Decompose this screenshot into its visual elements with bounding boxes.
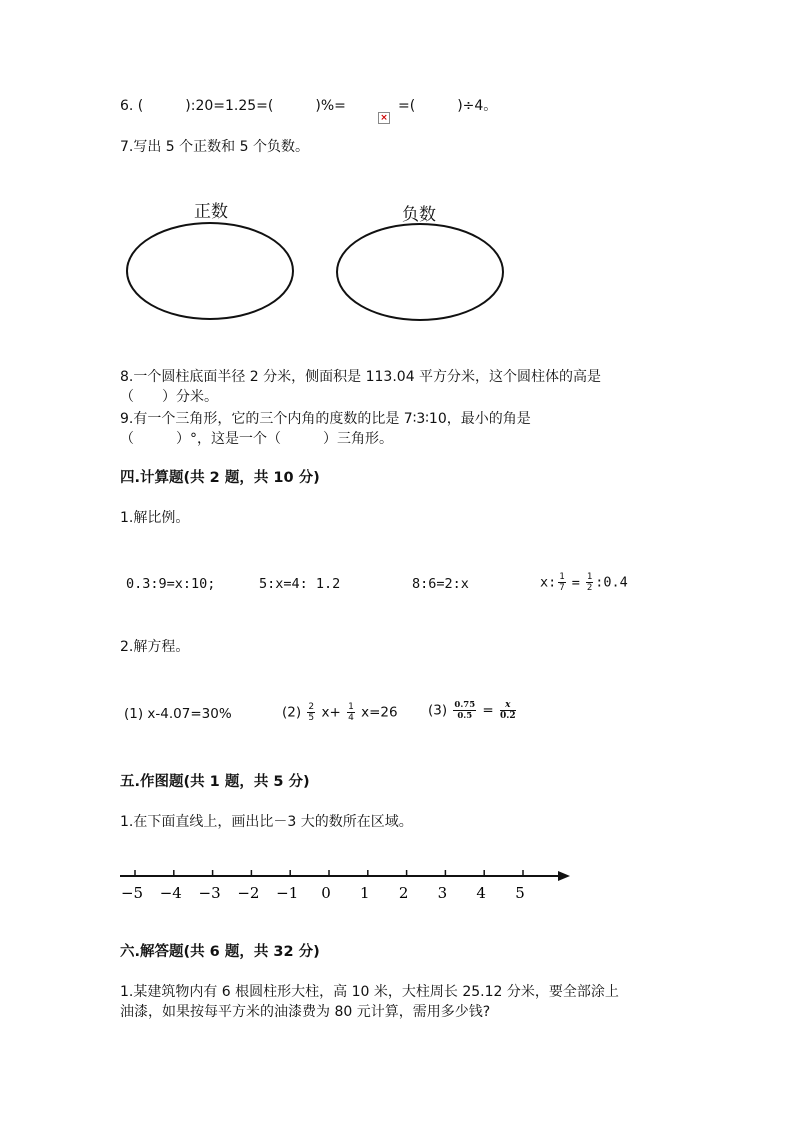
eq3-equals: =	[482, 702, 494, 719]
eq4-fraction-2: $\frac{1}{2}$	[586, 572, 593, 593]
q6-text-part1: 6. ( ):20=1.25=( )%=	[120, 98, 346, 114]
number-line-label: −3	[198, 884, 221, 902]
equation-1: (1) x-4.07=30%	[124, 706, 232, 722]
eq3-fraction-2: $\frac{x}{0.2}$	[500, 700, 516, 721]
eq4-fraction-1: $\frac{1}{7}$	[559, 572, 565, 593]
eq2-prefix: (2)	[282, 704, 302, 721]
number-line-label: 3	[437, 884, 448, 902]
eq2-suffix: x=26	[361, 704, 398, 721]
eq2-fraction-2: $\frac{1}{4}$	[348, 702, 354, 723]
q9-line1: 9.有一个三角形，它的三个内角的度数的比是 7∶3∶10，最小的角是	[120, 411, 531, 427]
q7-text: 7.写出 5 个正数和 5 个负数。	[120, 139, 309, 155]
eq4-suffix: :0.4	[595, 574, 628, 591]
negative-oval	[337, 224, 503, 320]
eq4-prefix: x:	[540, 574, 557, 591]
section6-heading: 六.解答题(共 6 题，共 32 分)	[120, 944, 320, 960]
proportion-eq3: 8:6=2:x	[412, 576, 469, 592]
eq2-fraction-1: $\frac{2}{5}$	[308, 702, 315, 723]
proportion-eq2: 5:x=4: 1.2	[259, 576, 341, 592]
s4-q2-title: 2.解方程。	[120, 639, 190, 655]
equation-3	[428, 700, 518, 721]
positive-oval	[127, 223, 293, 319]
number-line-label: −4	[159, 884, 182, 902]
equation-2	[282, 702, 398, 723]
number-line-arrow	[558, 871, 570, 881]
number-line-label: 4	[476, 884, 486, 902]
s6-q1-line2: 油漆，如果按每平方米的油漆费为 80 元计算，需用多少钱?	[120, 1004, 491, 1020]
negative-label: 负数	[402, 205, 436, 225]
number-line-label: 5	[515, 884, 525, 902]
number-line-label: 0	[321, 884, 331, 902]
q8-line2: （ ）分米。	[120, 389, 218, 405]
number-line-label: 1	[360, 884, 370, 902]
number-line	[120, 870, 570, 902]
positive-label: 正数	[194, 202, 228, 222]
q6-text-part2: =( )÷4。	[398, 98, 498, 114]
eq3-prefix: (3)	[428, 702, 448, 719]
proportion-eq1: 0.3:9=x:10;	[126, 576, 216, 592]
s5-q1: 1.在下面直线上，画出比－3 大的数所在区域。	[120, 814, 413, 830]
q9-line2: （ ）°，这是一个（ ）三角形。	[120, 431, 393, 447]
eq4-equals: =	[571, 574, 580, 591]
eq2-mid: x+	[321, 704, 341, 721]
broken-image-icon: ×	[378, 112, 390, 124]
number-line-label: 2	[398, 884, 409, 902]
eq3-fraction-1: $\frac{0.75}{0.5}$	[454, 700, 476, 721]
number-line-label: −1	[276, 884, 299, 902]
q8-line1: 8.一个圆柱底面半径 2 分米，侧面积是 113.04 平方分米，这个圆柱体的高是	[120, 369, 602, 385]
number-line-label: −5	[120, 884, 144, 902]
s4-q1-title: 1.解比例。	[120, 510, 190, 526]
proportion-eq4	[540, 572, 628, 593]
section5-heading: 五.作图题(共 1 题，共 5 分)	[120, 774, 310, 790]
number-line-label: −2	[237, 884, 260, 902]
section4-heading: 四.计算题(共 2 题，共 10 分)	[120, 470, 320, 486]
s6-q1-line1: 1.某建筑物内有 6 根圆柱形大柱，高 10 米，大柱周长 25.12 分米，要全部涂上	[120, 984, 619, 1000]
